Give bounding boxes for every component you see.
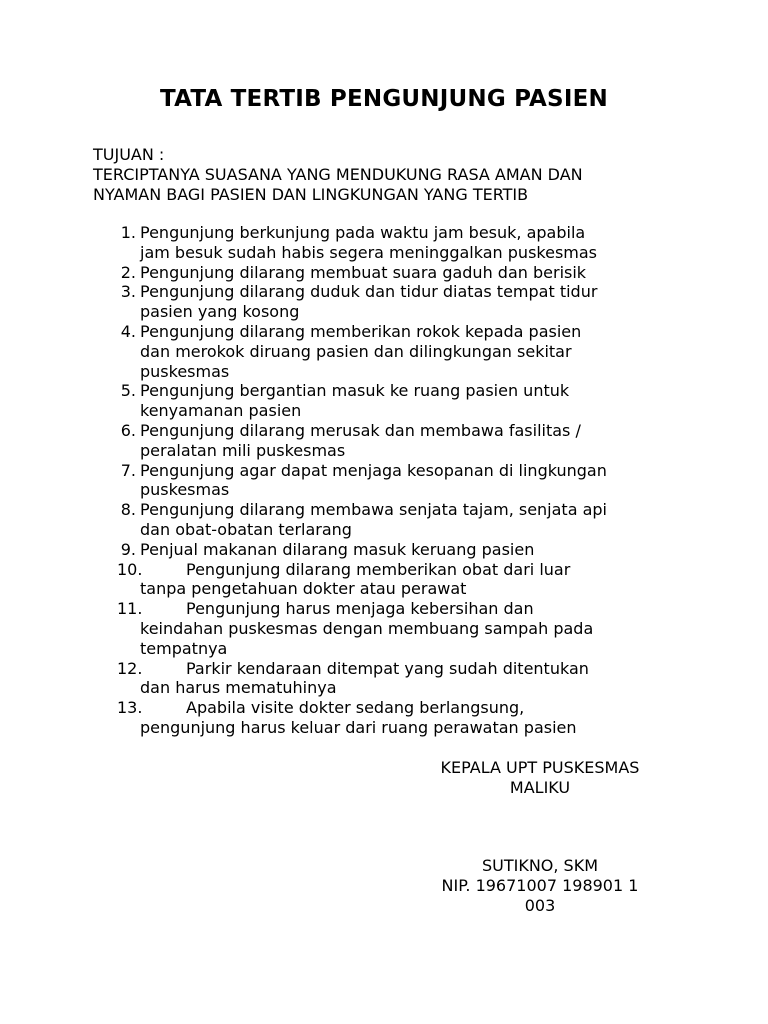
rule-text: Pengunjung dilarang membawa senjata tajam, senjata api bbox=[140, 500, 607, 520]
rule-text: Penjual makanan dilarang masuk keruang pasien bbox=[140, 539, 535, 559]
rule-number: 3. bbox=[120, 282, 136, 302]
rule-number: 4. bbox=[120, 321, 136, 341]
rule-text: pengunjung harus keluar dari ruang perawatan pasien bbox=[140, 717, 577, 737]
rule-number: 8. bbox=[120, 500, 136, 520]
rule-text: kenyamanan pasien bbox=[140, 401, 302, 421]
rule-number: 10. bbox=[117, 559, 143, 579]
rule-text: jam besuk sudah habis segera meninggalkan puskesmas bbox=[140, 242, 597, 262]
rule-number: 2. bbox=[120, 262, 136, 282]
rule-text: puskesmas bbox=[140, 361, 230, 381]
rule-item bbox=[0, 263, 768, 283]
purpose-label: TUJUAN : bbox=[93, 145, 165, 164]
rule-number: 12. bbox=[117, 658, 143, 678]
rule-item bbox=[0, 461, 768, 501]
rule-text: Pengunjung agar dapat menjaga kesopanan di lingkungan bbox=[140, 460, 607, 480]
rule-item bbox=[0, 223, 768, 263]
signature-position bbox=[390, 758, 690, 798]
position-line: KEPALA UPT PUSKESMAS bbox=[440, 758, 640, 777]
rule-text: dan obat-obatan terlarang bbox=[140, 519, 352, 539]
purpose-line: TERCIPTANYA SUASANA YANG MENDUKUNG RASA AMAN DAN bbox=[93, 164, 583, 184]
rule-text: dan merokok diruang pasien dan dilingkungan sekitar bbox=[140, 341, 572, 361]
rule-text: Pengunjung dilarang membuat suara gaduh dan berisik bbox=[140, 262, 587, 282]
nip-line: NIP. 19671007 198901 1 bbox=[441, 875, 639, 895]
rule-item bbox=[0, 282, 768, 322]
rule-number: 1. bbox=[120, 223, 136, 242]
rules-list bbox=[0, 223, 768, 738]
rule-text: Pengunjung dilarang memberikan obat dari luar bbox=[186, 559, 571, 579]
rule-text: Pengunjung harus menjaga kebersihan dan bbox=[186, 599, 534, 619]
rule-text: dan harus mematuhinya bbox=[140, 678, 337, 698]
rule-item bbox=[0, 659, 768, 699]
signatory-name: SUTIKNO, SKM bbox=[481, 856, 599, 875]
rule-item bbox=[0, 500, 768, 540]
rule-text: keindahan puskesmas dengan membuang sampah pada bbox=[140, 618, 594, 638]
position-line: MALIKU bbox=[509, 777, 571, 797]
rule-text: Pengunjung bergantian masuk ke ruang pasien untuk bbox=[140, 381, 570, 401]
rule-text: puskesmas bbox=[140, 480, 230, 500]
rule-text: Pengunjung dilarang merusak dan membawa fasilitas / bbox=[140, 420, 581, 440]
document-title: TATA TERTIB PENGUNJUNG PASIEN bbox=[160, 86, 608, 112]
rule-text: Apabila visite dokter sedang berlangsung, bbox=[186, 698, 525, 718]
rule-item bbox=[0, 599, 768, 658]
rule-text: Parkir kendaraan ditempat yang sudah ditentukan bbox=[186, 658, 589, 678]
rule-text: tempatnya bbox=[140, 638, 228, 658]
rule-item bbox=[0, 322, 768, 381]
rule-item bbox=[0, 381, 768, 421]
purpose-section bbox=[93, 145, 583, 204]
rule-number: 11. bbox=[117, 599, 143, 619]
rule-number: 6. bbox=[120, 420, 136, 440]
rule-text: Pengunjung berkunjung pada waktu jam besuk, apabila bbox=[140, 223, 586, 242]
signature-block bbox=[390, 856, 690, 915]
rule-item bbox=[0, 421, 768, 461]
rule-item bbox=[0, 560, 768, 600]
rule-text: peralatan mili puskesmas bbox=[140, 440, 346, 460]
rule-number: 5. bbox=[120, 381, 136, 401]
rule-text: Pengunjung dilarang duduk dan tidur diatas tempat tidur bbox=[140, 282, 598, 302]
rule-number: 9. bbox=[120, 539, 136, 559]
rule-item bbox=[0, 698, 768, 738]
rule-text: pasien yang kosong bbox=[140, 302, 300, 322]
rule-number: 7. bbox=[120, 460, 136, 480]
nip-line: 003 bbox=[524, 895, 556, 915]
rule-text: tanpa pengetahuan dokter atau perawat bbox=[140, 579, 467, 599]
rule-item bbox=[0, 540, 768, 560]
purpose-line: NYAMAN BAGI PASIEN DAN LINGKUNGAN YANG TERTIB bbox=[93, 184, 529, 204]
rule-text: Pengunjung dilarang memberikan rokok kepada pasien bbox=[140, 321, 582, 341]
rule-number: 13. bbox=[117, 698, 143, 718]
